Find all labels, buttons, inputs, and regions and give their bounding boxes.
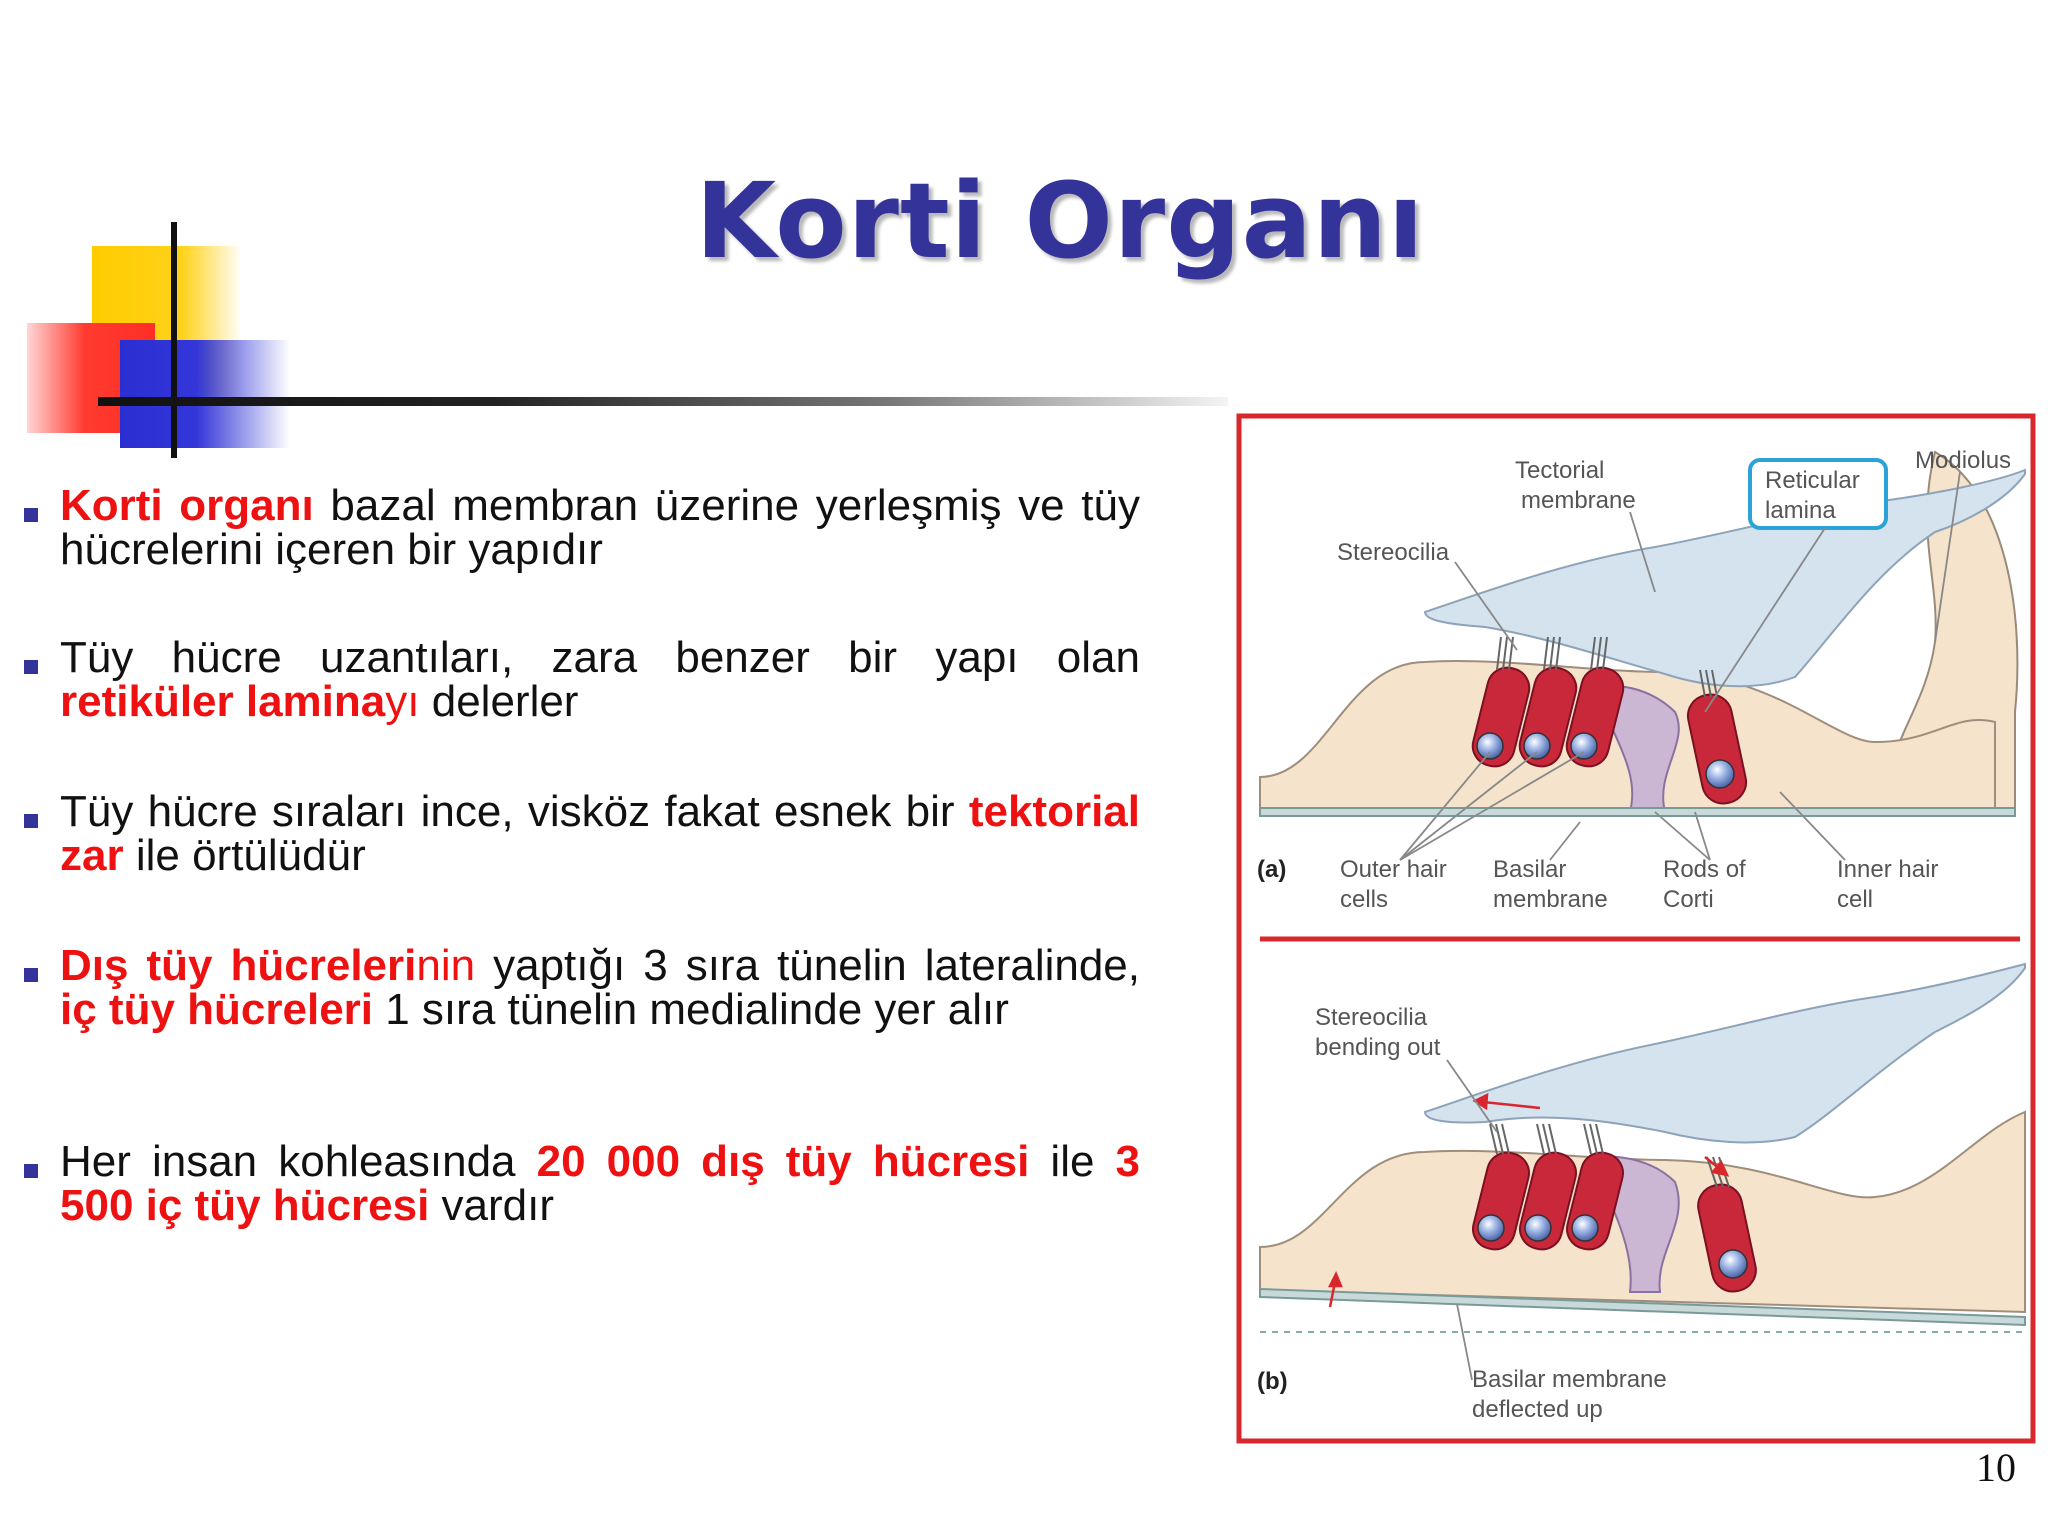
decor-blue-square [120,340,290,448]
bullet-square-icon [24,660,38,674]
basilar-deflected-label: Basilar membrane deflected up [1472,1366,1667,1423]
organ-of-corti-figure [1235,412,2039,1445]
bullet-item-1 [22,481,1140,574]
rods-of-corti-label: Rods of Corti [1663,856,1746,913]
highlight-text: iç tüy hücreleri [60,985,374,1034]
highlight-suffix: yı [385,677,420,726]
bullet-text-2 [60,633,1140,726]
corti-diagram [1235,412,2039,1445]
inner-hair-cell-label: Inner hair cell [1837,856,1939,913]
body-text: Tüy hücre uzantıları, zara benzer bir yapı olan [60,633,1140,682]
basilar-membrane-shape [1260,808,2015,816]
bullet-text-1 [60,481,1140,574]
bullet-square-icon [24,968,38,982]
reticular-lamina-label: Reticular lamina [1765,467,1860,524]
decor-vertical-line [171,222,177,458]
body-text: vardır [429,1181,554,1230]
body-text: 1 sıra tünelin medialinde yer alır [373,985,1009,1034]
panel-b-tag: (b) [1257,1368,1288,1395]
body-text: yaptığı 3 sıra tünelin lateralinde, [475,941,1141,990]
highlight-text: 3 500 iç tüy hücresi [60,1137,1140,1230]
stereocilia-label: Stereocilia [1337,539,1450,566]
body-text: delerler [419,677,579,726]
slide-title: Korti Organı [695,160,1425,282]
highlight-suffix: nin [416,941,476,990]
highlight-text: Korti organı [60,481,314,530]
page-number: 10 [1976,1445,2016,1490]
panel-a-tag: (a) [1257,856,1287,883]
highlight-text: 20 000 dış tüy hücresi [536,1137,1030,1186]
body-text: ile örtülüdür [123,831,366,880]
highlight-text: tektorial zar [60,787,1140,880]
decor-horizontal-rule [98,397,1228,406]
body-text: Tüy hücre sıraları ince, visköz fakat esnek bir [60,787,969,836]
bullet-square-icon [24,508,38,522]
body-text: bazal membran üzerine yerleşmiş ve tüy hücrelerini içeren bir yapıdır [60,481,1140,574]
bullet-square-icon [24,814,38,828]
stereocilia-bending-label: Stereocilia bending out [1315,1004,1441,1061]
bullet-text-3 [60,787,1140,880]
highlight-text: Dış tüy hücreleri [60,941,417,990]
body-text: ile [1029,1137,1116,1186]
body-text: Her insan kohleasında [60,1137,537,1186]
tectorial-membrane-label: Tectorial membrane [1515,457,1636,514]
outer-hair-cells-label: Outer hair cells [1340,856,1447,913]
bullet-item-4 [22,941,1141,1034]
modiolus-label: Modiolus [1915,447,2012,474]
bullet-text-5 [60,1137,1140,1230]
bullet-square-icon [24,1164,38,1178]
bullet-item-2 [22,633,1140,726]
basilar-membrane-label: Basilar membrane [1493,856,1608,913]
bullet-text-4 [60,941,1141,1034]
bullet-item-5 [22,1137,1140,1230]
bullet-item-3 [22,787,1140,880]
highlight-text: retiküler lamina [60,677,386,726]
